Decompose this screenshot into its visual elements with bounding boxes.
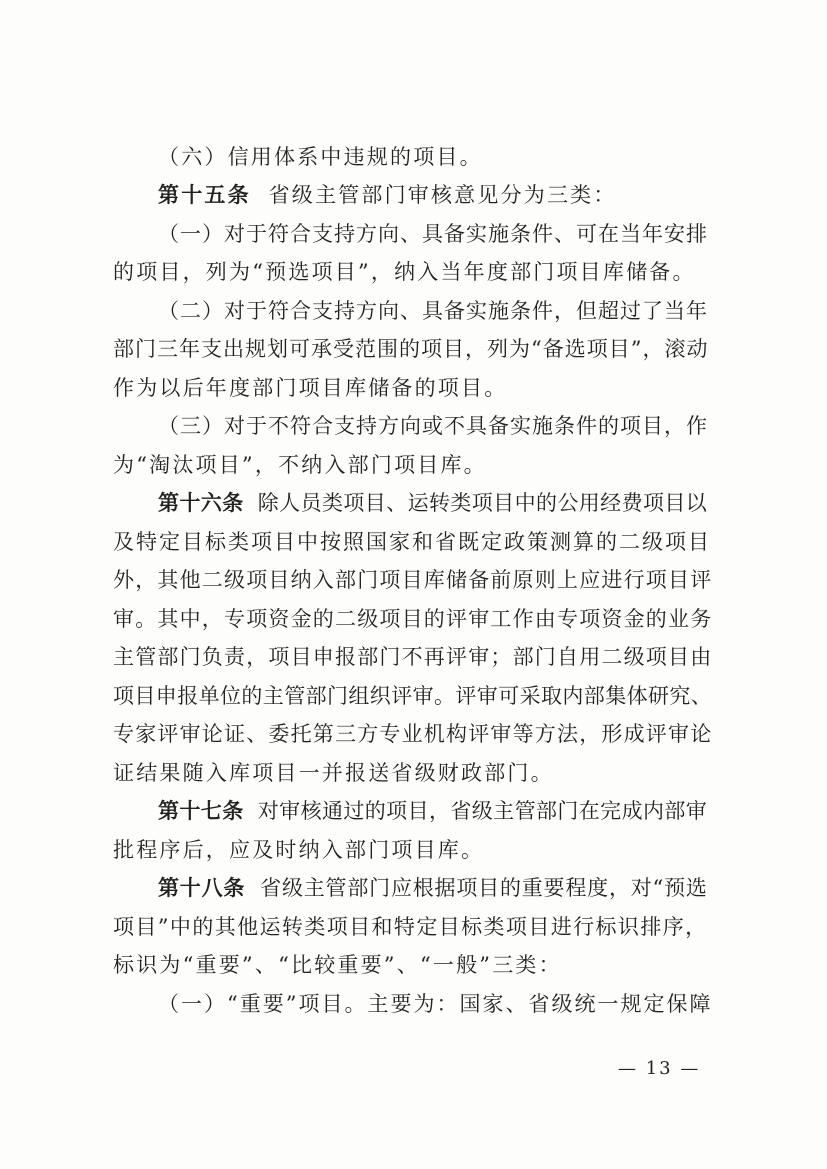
paragraph-line: （一）对于符合支持方向、具备实施条件、可在当年安排 — [158, 222, 708, 246]
paragraph-line: 批程序后，应及时纳入部门项目库。 — [113, 838, 485, 862]
paragraph-line: 及特定目标类项目中按照国家和省既定政策测算的二级项目 — [113, 530, 711, 554]
paragraph-line: 主管部门负责，项目申报部门不再评审；部门自用二级项目由 — [113, 645, 713, 669]
article-number: 第十八条 — [158, 875, 246, 900]
paragraph-line: 审。其中，专项资金的二级项目的评审工作由专项资金的业务 — [113, 607, 713, 631]
paragraph-line: （三）对于不符合支持方向或不具备实施条件的项目，作 — [158, 414, 708, 438]
article-heading-line: 第十八条 省级主管部门应根据项目的重要程度，对“预选 — [158, 875, 708, 900]
article-heading-line: 第十五条 省级主管部门审核意见分为三类： — [158, 182, 617, 207]
paragraph-line: 项目”中的其他运转类项目和特定目标类项目进行标识排序， — [113, 915, 708, 939]
paragraph-line: 专家评审论证、委托第三方专业机构评审等方法，形成评审论 — [113, 722, 713, 746]
paragraph-line: 的项目，列为“预选项目”，纳入当年度部门项目库储备。 — [113, 260, 696, 284]
paragraph-line: （二）对于符合支持方向、具备实施条件，但超过了当年 — [158, 299, 708, 323]
paragraph-line: 作为以后年度部门项目库储备的项目。 — [113, 376, 508, 400]
paragraph-line: 项目申报单位的主管部门组织评审。评审可采取内部集体研究、 — [113, 684, 713, 708]
paragraph-line: （一）“重要”项目。主要为：国家、省级统一规定保障 — [158, 992, 713, 1016]
article-number: 第十六条 — [158, 490, 244, 515]
paragraph-line: （六）信用体系中违规的项目。 — [158, 145, 483, 169]
paragraph-line: 部门三年支出规划可承受范围的项目，列为“备选项目”，滚动 — [113, 337, 709, 361]
paragraph-line: 证结果随入库项目一并报送省级财政部门。 — [113, 761, 554, 785]
article-number: 第十五条 — [158, 182, 251, 207]
article-number: 第十七条 — [158, 798, 244, 823]
page-number: — 13 — — [618, 1058, 701, 1079]
article-heading-line: 第十七条 对审核通过的项目，省级主管部门在完成内部审 — [158, 798, 708, 823]
paragraph-line: 外，其他二级项目纳入部门项目库储备前原则上应进行项目评 — [113, 568, 713, 592]
paragraph-line: 标识为“重要”、“比较重要”、“一般”三类： — [113, 953, 562, 977]
article-heading-line: 第十六条 除人员类项目、运转类项目中的公用经费项目以 — [158, 490, 708, 515]
paragraph-line: 为“淘汰项目”，不纳入部门项目库。 — [113, 453, 487, 477]
